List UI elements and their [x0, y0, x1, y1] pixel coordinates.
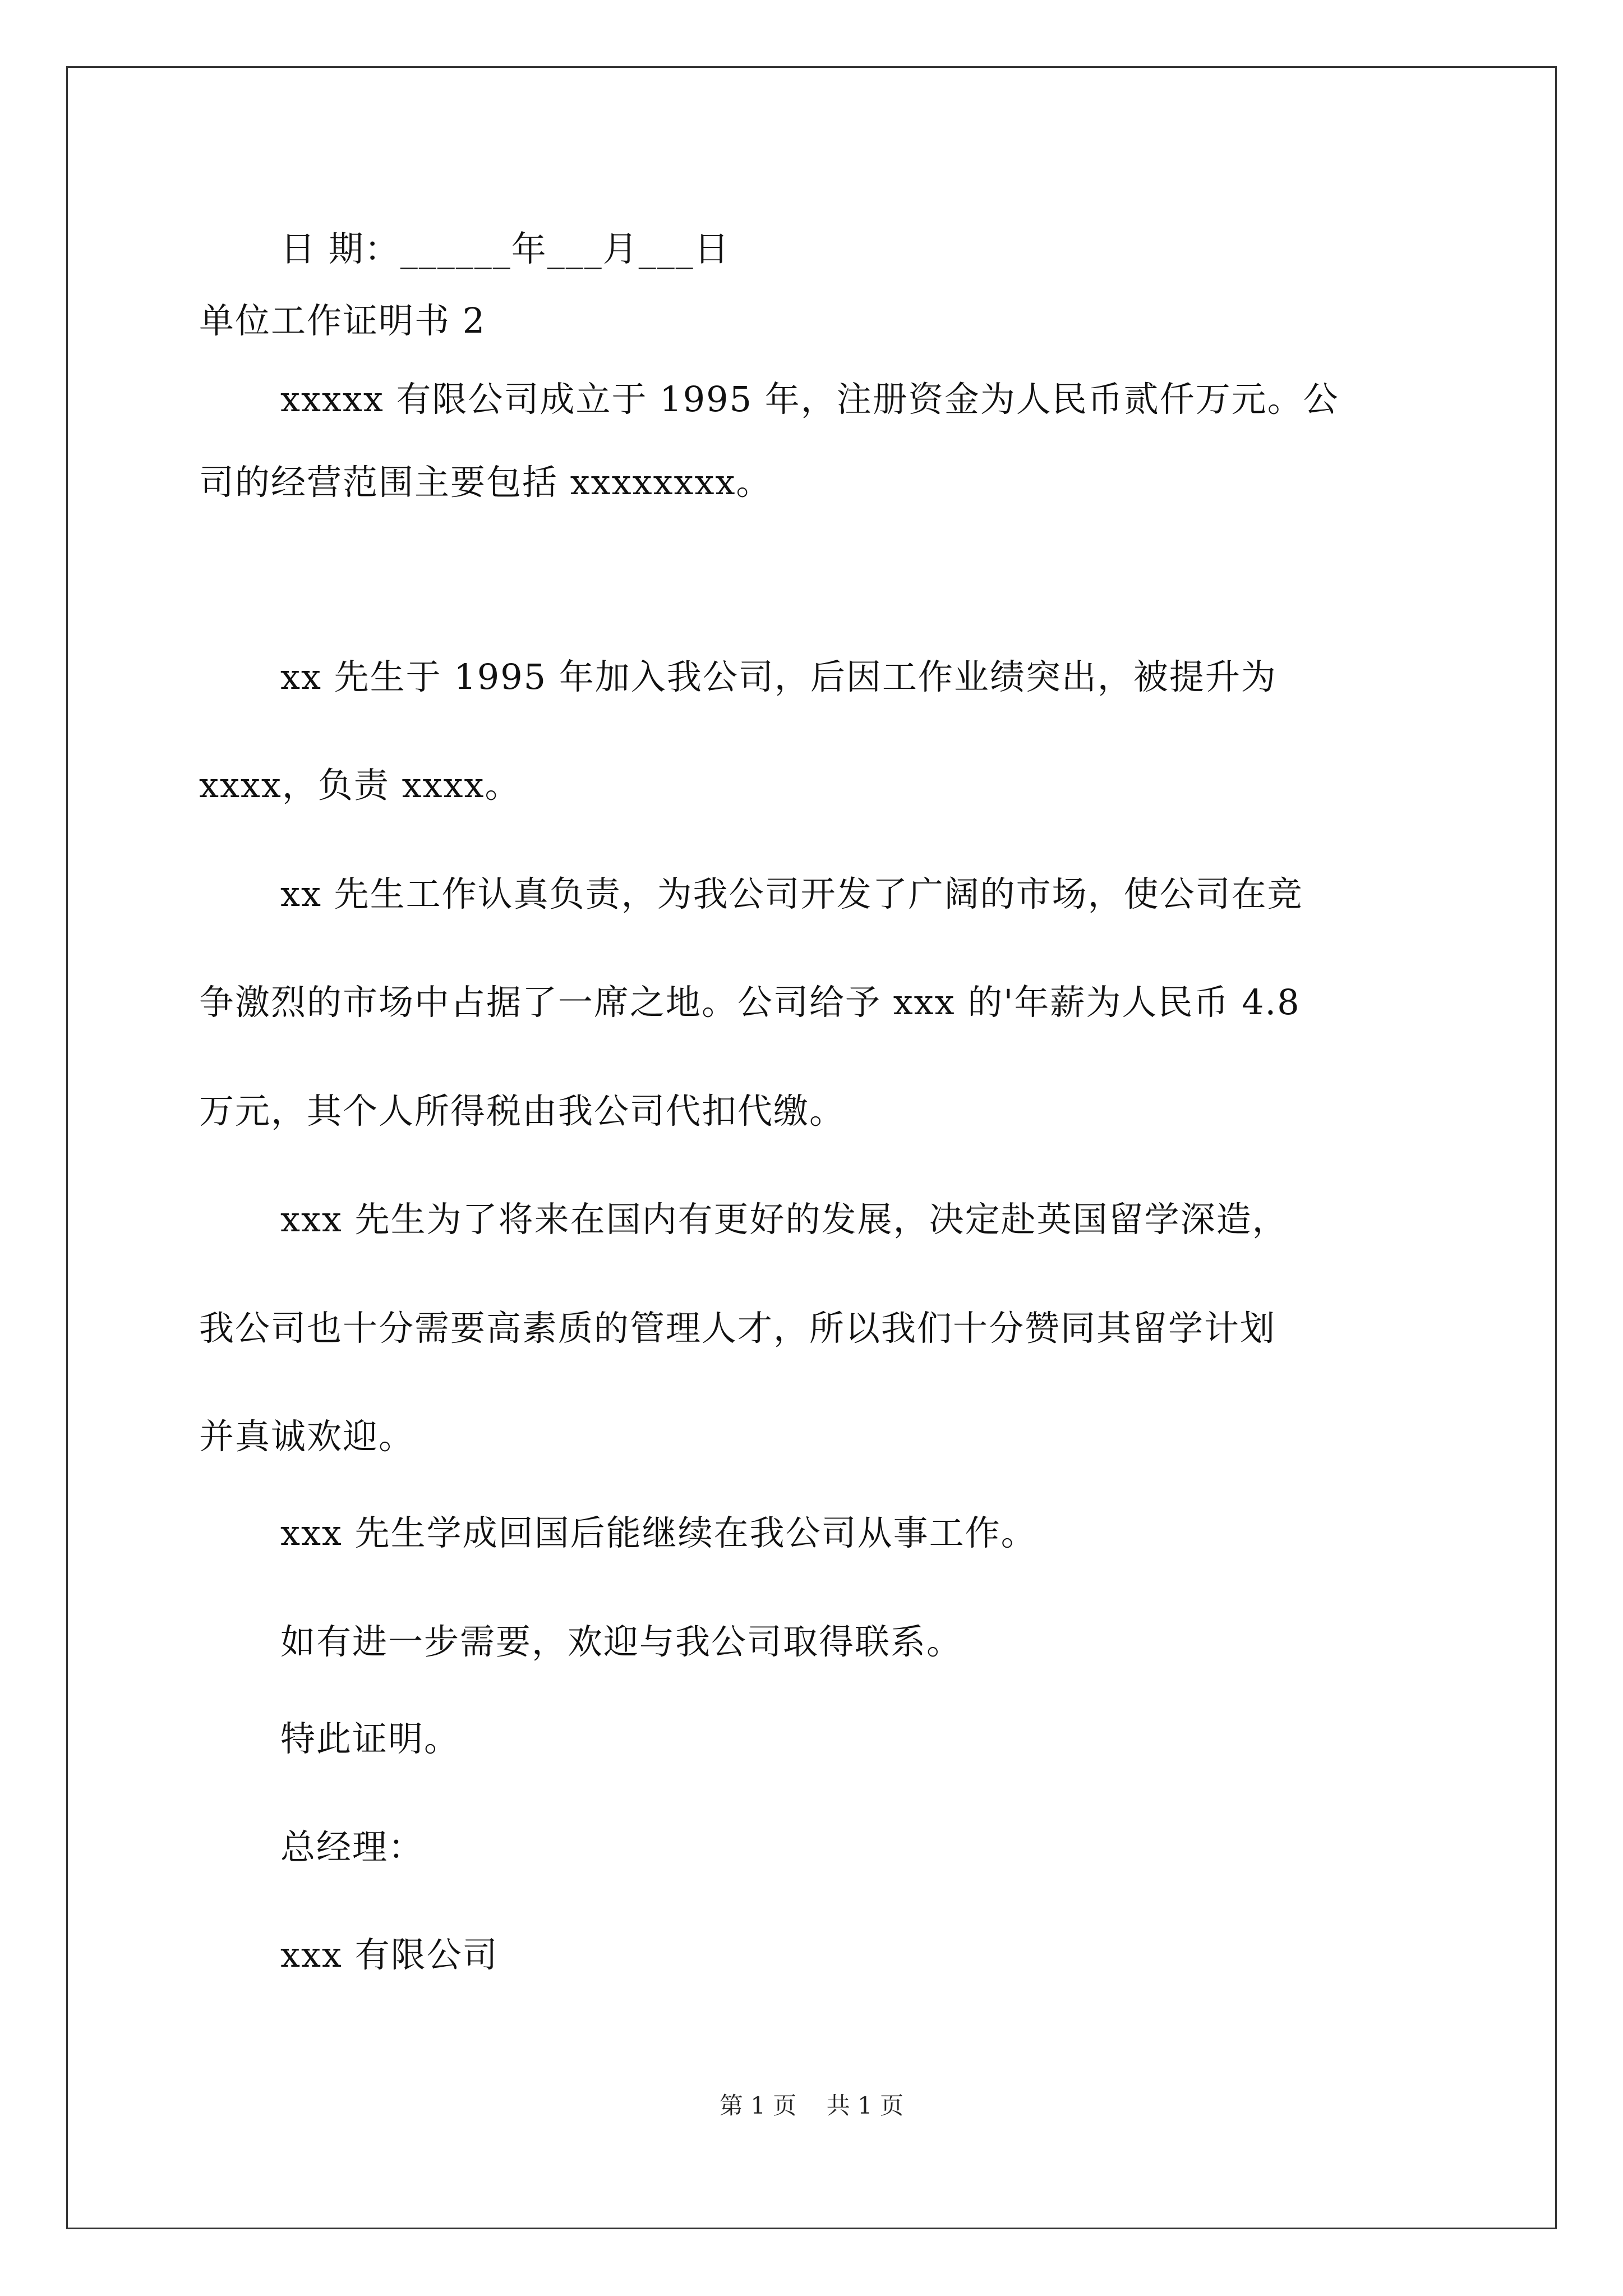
date-line: 日 期：______年___月___日 — [280, 228, 730, 269]
paragraph-5: xxx 先生学成回国后能继续在我公司从事工作。 — [280, 1512, 1037, 1553]
paragraph-3-line-3: 万元，其个人所得税由我公司代扣代缴。 — [199, 1091, 846, 1131]
paragraph-2-line-2: xxxx，负责 xxxx。 — [199, 765, 521, 806]
company-name: xxx 有限公司 — [280, 1934, 499, 1975]
page-footer: 第 1 页 共 1 页 — [719, 2092, 904, 2119]
paragraph-4-line-2: 我公司也十分需要高素质的管理人才，所以我们十分赞同其留学计划 — [199, 1308, 1276, 1349]
paragraph-6: 如有进一步需要，欢迎与我公司取得联系。 — [280, 1621, 963, 1662]
paragraph-1-line-2: 司的经营范围主要包括 xxxxxxxx。 — [199, 462, 772, 503]
paragraph-2-line-1: xx 先生于 1995 年加入我公司，后因工作业绩突出，被提升为 — [280, 656, 1277, 697]
closing-statement: 特此证明。 — [280, 1718, 460, 1759]
paragraph-1-line-1: xxxxx 有限公司成立于 1995 年，注册资金为人民币贰仟万元。公 — [280, 379, 1339, 420]
signature-label: 总经理： — [280, 1826, 425, 1867]
paragraph-4-line-3: 并真诚欢迎。 — [199, 1416, 415, 1457]
paragraph-4-line-1: xxx 先生为了将来在国内有更好的发展，决定赴英国留学深造， — [280, 1199, 1288, 1240]
section-title: 单位工作证明书 2 — [199, 300, 486, 341]
paragraph-3-line-2: 争激烈的市场中占据了一席之地。公司给予 xxx 的'年薪为人民币 4.8 — [199, 982, 1301, 1023]
paragraph-3-line-1: xx 先生工作认真负责，为我公司开发了广阔的市场，使公司在竞 — [280, 873, 1303, 914]
